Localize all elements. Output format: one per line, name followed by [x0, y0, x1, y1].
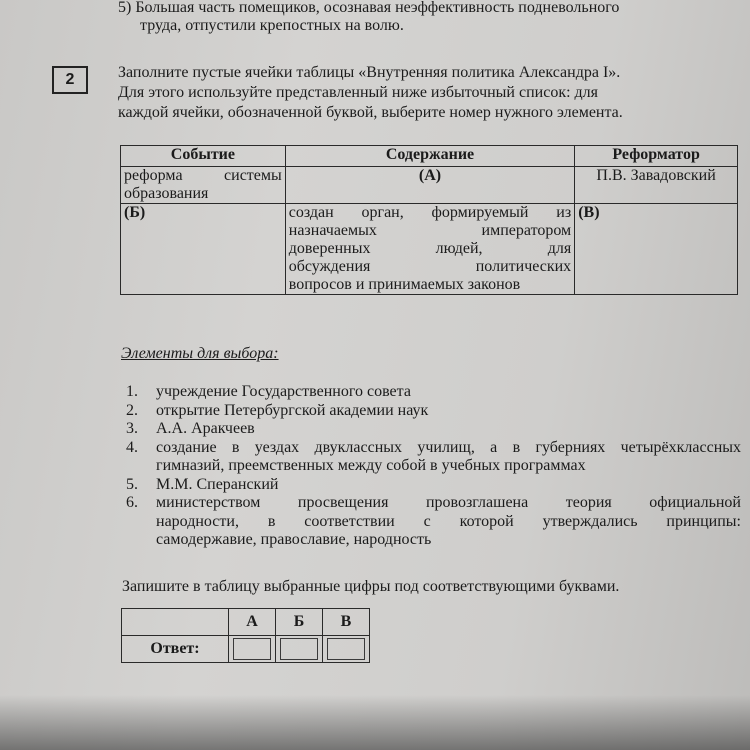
option-text-line-1: создание в уездах двуклассных училищ, а в губерниях четырёхклассных: [156, 438, 741, 456]
option-number: 6.: [126, 494, 138, 511]
answer-table: [121, 608, 370, 663]
option-text: А.А. Аракчеев: [156, 420, 255, 437]
answer-empty-cell: [122, 609, 229, 636]
instruction-line-3: каждой ячейки, обозначенной буквой, выберите номер нужного элемента.: [118, 104, 623, 121]
content-line-3: доверенных людей, для: [288, 240, 572, 257]
header-event: Событие: [121, 146, 286, 167]
option-number: 3.: [126, 420, 138, 437]
event-line-2: образования: [124, 185, 209, 202]
content-line-1: создан орган, формируемый из: [288, 204, 572, 221]
previous-option-line-2: труда, отпустили крепостных на волю.: [140, 17, 404, 34]
answer-input-v[interactable]: [327, 638, 365, 660]
task-number-box: 2: [52, 66, 88, 94]
answer-input-b[interactable]: [280, 638, 318, 660]
policy-table: [120, 145, 738, 295]
content-line-4: обсуждения политических: [288, 258, 572, 275]
previous-option-line-1: 5) Большая часть помещиков, осознавая неэффективность подневольного: [118, 0, 620, 16]
answer-input-row: [122, 636, 370, 663]
option-text-line-3: самодержавие, православие, народность: [156, 531, 432, 548]
instruction-line-2: Для этого используйте представленный ниже избыточный список: для: [118, 84, 599, 101]
option-number: 4.: [126, 438, 138, 456]
cell-reformer-zavadovsky: П.В. Завадовский: [575, 167, 738, 204]
answer-letters-row: [122, 609, 370, 636]
list-item: [126, 494, 741, 550]
answer-label: Ответ:: [122, 636, 229, 663]
list-item: [126, 402, 741, 421]
answer-input-a[interactable]: [233, 638, 271, 660]
header-reformer: Реформатор: [575, 146, 738, 167]
cell-event-education-reform: [121, 167, 286, 204]
cell-content-a: (А): [285, 167, 574, 204]
content-line-2: назначаемых императором: [288, 222, 572, 239]
answer-instruction: Запишите в таблицу выбранные цифры под соответствующими буквами.: [122, 578, 620, 595]
list-item: [126, 476, 741, 495]
option-text: учреждение Государственного совета: [156, 383, 411, 400]
option-text: М.М. Сперанский: [156, 475, 279, 493]
instruction-line-1: Заполните пустые ячейки таблицы «Внутренняя политика Александра I».: [118, 64, 621, 81]
option-number: 2.: [126, 401, 138, 419]
option-text: открытие Петербургской академии наук: [156, 401, 429, 419]
answer-cell-a[interactable]: [229, 636, 276, 663]
answer-letter-v: В: [323, 609, 370, 636]
options-list: [126, 383, 741, 550]
content-line-5: вопросов и принимаемых законов: [288, 276, 521, 293]
elements-title: Элементы для выбора:: [121, 345, 279, 362]
answer-cell-v[interactable]: [323, 636, 370, 663]
page-shadow: [0, 695, 750, 750]
header-content: Содержание: [285, 146, 574, 167]
cell-content-state-council: [285, 204, 574, 295]
list-item: [126, 439, 741, 476]
table-row: [121, 167, 738, 204]
option-number: 5.: [126, 475, 138, 493]
answer-letter-a: А: [229, 609, 276, 636]
list-item: [126, 383, 741, 402]
answer-letter-b: Б: [276, 609, 323, 636]
event-line-1: реформа системы: [124, 167, 282, 184]
answer-cell-b[interactable]: [276, 636, 323, 663]
option-number: 1.: [126, 383, 138, 400]
cell-reformer-v: (В): [575, 204, 738, 295]
list-item: [126, 420, 741, 439]
table-header-row: [121, 146, 738, 167]
option-text-line-2: гимназий, преемственных между собой в учебных программах: [156, 457, 586, 474]
option-text-line-2: народности, в соответствии с которой утверждались принципы:: [156, 512, 741, 530]
option-text-line-1: министерством просвещения провозглашена теория официальной: [156, 494, 741, 511]
cell-event-b: (Б): [121, 204, 286, 295]
table-row: [121, 204, 738, 295]
